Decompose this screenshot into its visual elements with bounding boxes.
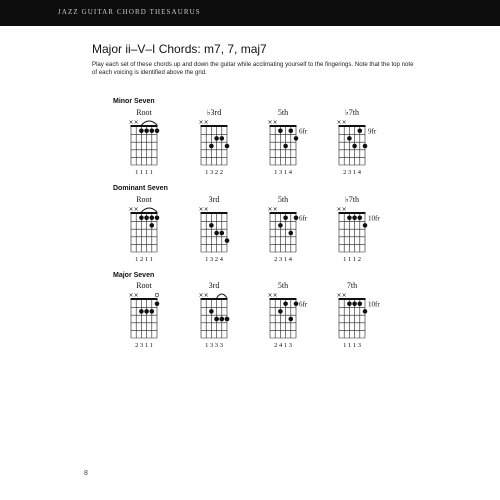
finger-dot <box>358 302 363 307</box>
fingering-label: 1 2 1 1 <box>135 256 153 263</box>
finger-dot <box>363 309 368 314</box>
muted-string-marker: × <box>128 119 134 126</box>
muted-string-marker: × <box>128 292 134 299</box>
muted-string-marker: × <box>336 206 342 213</box>
finger-dot <box>347 302 352 307</box>
finger-dot <box>220 317 225 322</box>
chord-top-note-label: ♭7th <box>345 195 359 204</box>
muted-string-marker: × <box>272 206 278 213</box>
fingering-label: 1 1 1 3 <box>343 342 361 349</box>
chord-diagram <box>198 281 229 349</box>
finger-dot <box>209 144 214 149</box>
page-number: 8 <box>84 470 88 477</box>
chord-diagram <box>336 281 380 349</box>
finger-dot <box>220 231 225 236</box>
finger-dot <box>289 317 294 322</box>
finger-dot <box>352 216 357 221</box>
fret-position-label: 6fr <box>299 127 308 136</box>
chord-top-note-label: Root <box>136 108 152 117</box>
muted-string-marker: × <box>272 119 278 126</box>
header-title: JAZZ GUITAR CHORD THESAURUS <box>58 8 201 16</box>
muted-string-marker: × <box>336 119 342 126</box>
finger-dot <box>358 129 363 134</box>
chord-diagram <box>267 195 307 263</box>
chord-top-note-label: Root <box>136 281 152 290</box>
finger-dot <box>155 216 160 221</box>
finger-dot <box>225 238 230 243</box>
finger-dot <box>155 129 160 134</box>
muted-string-marker: × <box>198 206 204 213</box>
chord-top-note-label: Root <box>136 195 152 204</box>
muted-string-marker: × <box>341 119 347 126</box>
intro-paragraph: Play each set of these chords up and down the guitar while acclimating yourself to the fingerings. Note that the top note of each voicing is identified above the grid. <box>92 61 414 76</box>
chord-top-note-label: 3rd <box>208 195 220 204</box>
chord-diagram <box>267 108 307 176</box>
finger-dot <box>144 309 149 314</box>
section-title-minor-seven: Minor Seven <box>113 98 155 105</box>
finger-dot <box>144 216 149 221</box>
muted-string-marker: × <box>128 206 134 213</box>
muted-string-marker: × <box>203 119 209 126</box>
muted-string-marker: × <box>203 206 209 213</box>
finger-dot <box>139 309 144 314</box>
muted-string-marker: × <box>133 206 139 213</box>
finger-dot <box>289 231 294 236</box>
chord-top-note-label: 3rd <box>208 281 220 290</box>
chord-diagram <box>128 281 159 349</box>
chord-diagram <box>336 195 380 263</box>
finger-dot <box>283 302 288 307</box>
fingering-label: 2 3 1 1 <box>135 342 153 349</box>
chord-diagram <box>128 108 159 176</box>
finger-dot <box>363 144 368 149</box>
chord-top-note-label: 7th <box>346 281 358 290</box>
fingering-label: 1 3 2 4 <box>205 256 223 263</box>
finger-dot <box>139 216 144 221</box>
chord-diagram <box>198 108 229 176</box>
muted-string-marker: × <box>133 119 139 126</box>
finger-dot <box>294 216 299 221</box>
muted-string-marker: × <box>272 292 278 299</box>
section-title-major-seven: Major Seven <box>113 272 155 279</box>
fingering-label: 1 3 2 2 <box>205 169 223 176</box>
finger-dot <box>347 216 352 221</box>
barre-arc <box>217 294 227 298</box>
muted-string-marker: × <box>203 292 209 299</box>
fingering-label: 2 4 1 3 <box>274 342 292 349</box>
muted-string-marker: × <box>341 206 347 213</box>
finger-dot <box>283 216 288 221</box>
chord-top-note-label: ♭3rd <box>206 108 222 117</box>
barre-arc <box>141 121 157 125</box>
finger-dot <box>225 317 230 322</box>
chord-diagram <box>198 195 229 263</box>
finger-dot <box>278 129 283 134</box>
finger-dot <box>347 136 352 141</box>
fret-position-label: 10fr <box>368 214 380 223</box>
chord-top-note-label: 5th <box>277 281 289 290</box>
chord-diagram <box>128 195 159 263</box>
finger-dot <box>225 144 230 149</box>
chord-diagram <box>336 108 376 176</box>
finger-dot <box>150 129 155 134</box>
finger-dot <box>209 223 214 228</box>
muted-string-marker: × <box>133 292 139 299</box>
open-string-marker <box>155 293 159 297</box>
fret-position-label: 6fr <box>299 214 308 223</box>
finger-dot <box>294 136 299 141</box>
fingering-label: 2 3 1 4 <box>343 169 361 176</box>
muted-string-marker: × <box>267 206 273 213</box>
page-title: Major ii–V–I Chords: m7, 7, maj7 <box>92 42 267 56</box>
fret-position-label: 10fr <box>368 300 380 309</box>
barre-arc <box>141 208 157 212</box>
finger-dot <box>214 231 219 236</box>
finger-dot <box>214 136 219 141</box>
fingering-label: 1 3 1 4 <box>274 169 292 176</box>
chord-top-note-label: 5th <box>277 195 289 204</box>
fingering-label: 1 3 3 3 <box>205 342 223 349</box>
finger-dot <box>278 309 283 314</box>
finger-dot <box>289 129 294 134</box>
finger-dot <box>209 309 214 314</box>
finger-dot <box>150 309 155 314</box>
finger-dot <box>139 129 144 134</box>
finger-dot <box>352 144 357 149</box>
finger-dot <box>220 136 225 141</box>
finger-dot <box>294 302 299 307</box>
finger-dot <box>278 223 283 228</box>
finger-dot <box>150 223 155 228</box>
fingering-label: 1 1 1 1 <box>135 169 153 176</box>
fret-position-label: 6fr <box>299 300 308 309</box>
fret-position-label: 9fr <box>368 127 377 136</box>
muted-string-marker: × <box>341 292 347 299</box>
finger-dot <box>150 216 155 221</box>
muted-string-marker: × <box>336 292 342 299</box>
chord-top-note-label: ♭7th <box>345 108 359 117</box>
muted-string-marker: × <box>267 292 273 299</box>
finger-dot <box>363 223 368 228</box>
muted-string-marker: × <box>198 119 204 126</box>
fingering-label: 2 3 1 4 <box>274 256 292 263</box>
finger-dot <box>155 302 160 307</box>
chord-diagram <box>267 281 307 349</box>
section-title-dominant-seven: Dominant Seven <box>113 185 168 192</box>
fingering-label: 1 1 1 2 <box>343 256 361 263</box>
finger-dot <box>352 302 357 307</box>
muted-string-marker: × <box>267 119 273 126</box>
chord-top-note-label: 5th <box>277 108 289 117</box>
finger-dot <box>358 216 363 221</box>
finger-dot <box>144 129 149 134</box>
finger-dot <box>214 317 219 322</box>
finger-dot <box>283 144 288 149</box>
muted-string-marker: × <box>198 292 204 299</box>
